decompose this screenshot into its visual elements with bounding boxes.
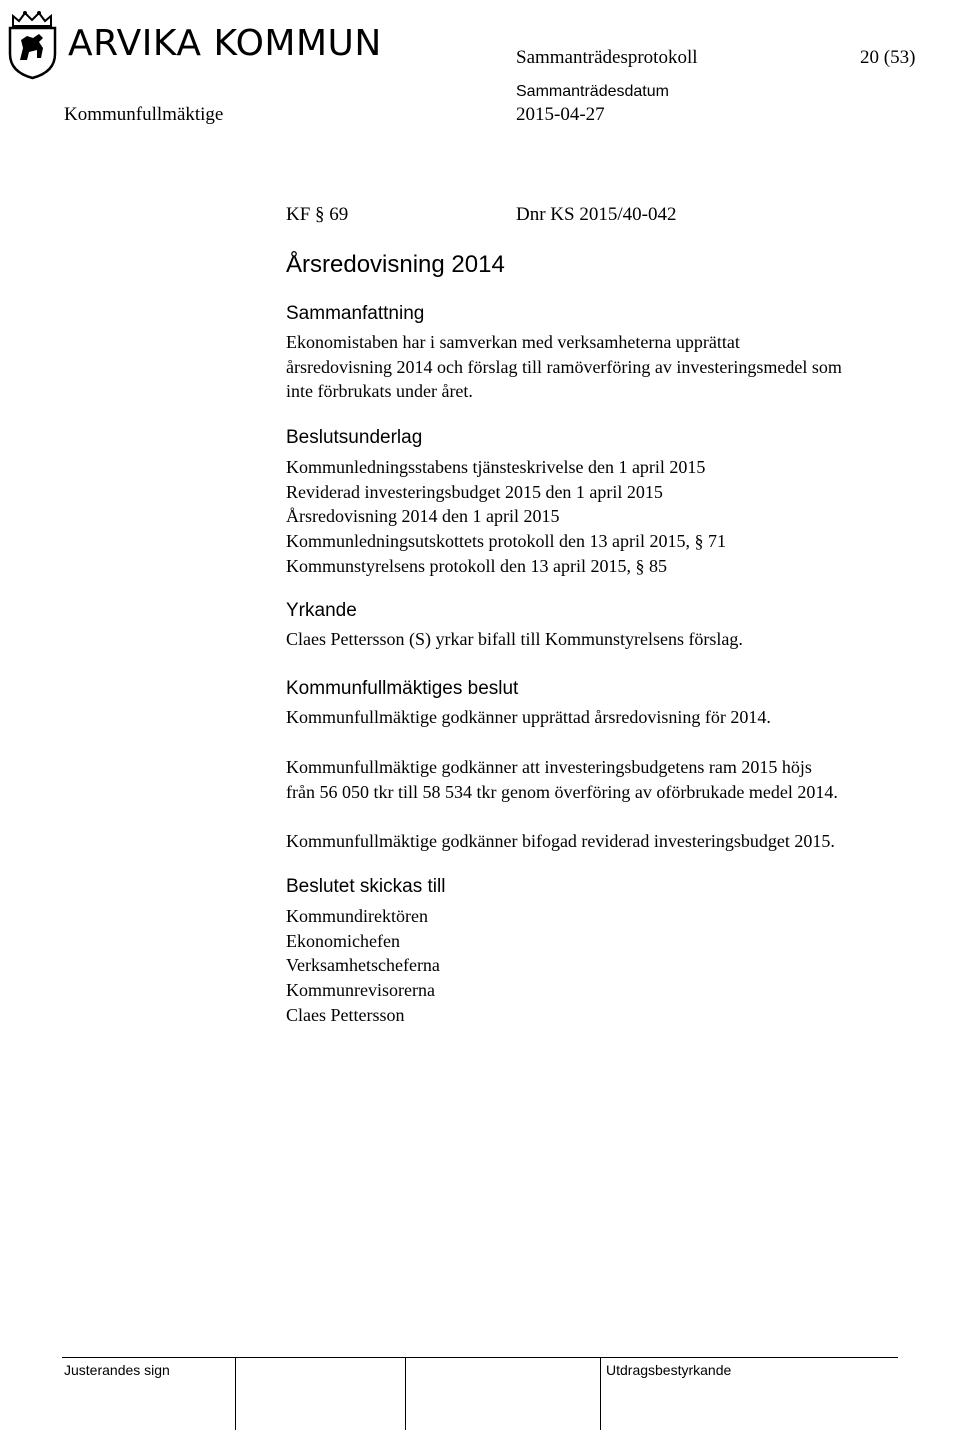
signature-label: Justerandes sign (64, 1362, 170, 1378)
decision-paragraph (286, 829, 835, 854)
basis-item: Kommunledningsutskottets protokoll den 13 april 2015, § 71 (286, 531, 726, 552)
body-name: Kommunfullmäktige (64, 104, 224, 125)
meeting-date: 2015-04-27 (516, 104, 605, 125)
basis-list (286, 455, 726, 579)
motion-text (286, 627, 743, 652)
decision-line: Kommunfullmäktige godkänner att investeringsbudgetens ram 2015 höjs (286, 757, 812, 777)
recipient-item: Ekonomichefen (286, 930, 400, 951)
recipients-heading: Beslutet skickas till (286, 876, 446, 897)
case-title: Årsredovisning 2014 (286, 251, 505, 278)
footer-top-rule (62, 1357, 898, 1358)
case-number: KF § 69 (286, 204, 349, 225)
signature-box-divider (235, 1357, 236, 1430)
summary-line: Ekonomistaben har i samverkan med verksamheterna upprättat (286, 332, 740, 352)
case-dnr: Dnr KS 2015/40-042 (516, 204, 677, 225)
page-number: 20 (53) (860, 47, 916, 68)
recipient-item: Claes Pettersson (286, 1004, 405, 1025)
recipient-item: Kommundirektören (286, 906, 428, 926)
basis-item: Årsredovisning 2014 den 1 april 2015 (286, 506, 560, 527)
basis-heading: Beslutsunderlag (286, 427, 423, 448)
municipal-shield-logo (5, 10, 60, 80)
motion-heading: Yrkande (286, 600, 357, 621)
summary-line: inte förbrukats under året. (286, 381, 473, 402)
recipient-item: Verksamhetscheferna (286, 955, 440, 976)
motion-line: Claes Pettersson (S) yrkar bifall till Kommunstyrelsens förslag. (286, 629, 743, 649)
summary-heading: Sammanfattning (286, 303, 425, 324)
recipients-list (286, 904, 440, 1028)
document-type: Sammanträdesprotokoll (516, 47, 698, 68)
basis-item: Kommunledningsstabens tjänsteskrivelse den 1 april 2015 (286, 457, 706, 477)
basis-item: Kommunstyrelsens protokoll den 13 april 2015, § 85 (286, 555, 667, 576)
basis-item: Reviderad investeringsbudget 2015 den 1 april 2015 (286, 481, 663, 502)
recipient-item: Kommunrevisorerna (286, 980, 435, 1001)
signature-box-divider (600, 1357, 601, 1430)
decision-line: Kommunfullmäktige godkänner upprättad årsredovisning för 2014. (286, 707, 771, 727)
decision-heading: Kommunfullmäktiges beslut (286, 678, 519, 699)
decision-line: från 56 050 tkr till 58 534 tkr genom överföring av oförbrukade medel 2014. (286, 781, 838, 802)
signature-box-divider (405, 1357, 406, 1430)
decision-paragraph (286, 755, 838, 804)
decision-line: Kommunfullmäktige godkänner bifogad reviderad investeringsbudget 2015. (286, 831, 835, 851)
summary-line: årsredovisning 2014 och förslag till ramöverföring av investeringsmedel som (286, 356, 842, 377)
municipality-logo-text: ARVIKA KOMMUN (68, 23, 382, 64)
summary-text (286, 330, 842, 404)
decision-paragraph (286, 705, 771, 730)
excerpt-certification-label: Utdragsbestyrkande (606, 1362, 732, 1378)
meeting-date-label: Sammanträdesdatum (516, 83, 669, 100)
